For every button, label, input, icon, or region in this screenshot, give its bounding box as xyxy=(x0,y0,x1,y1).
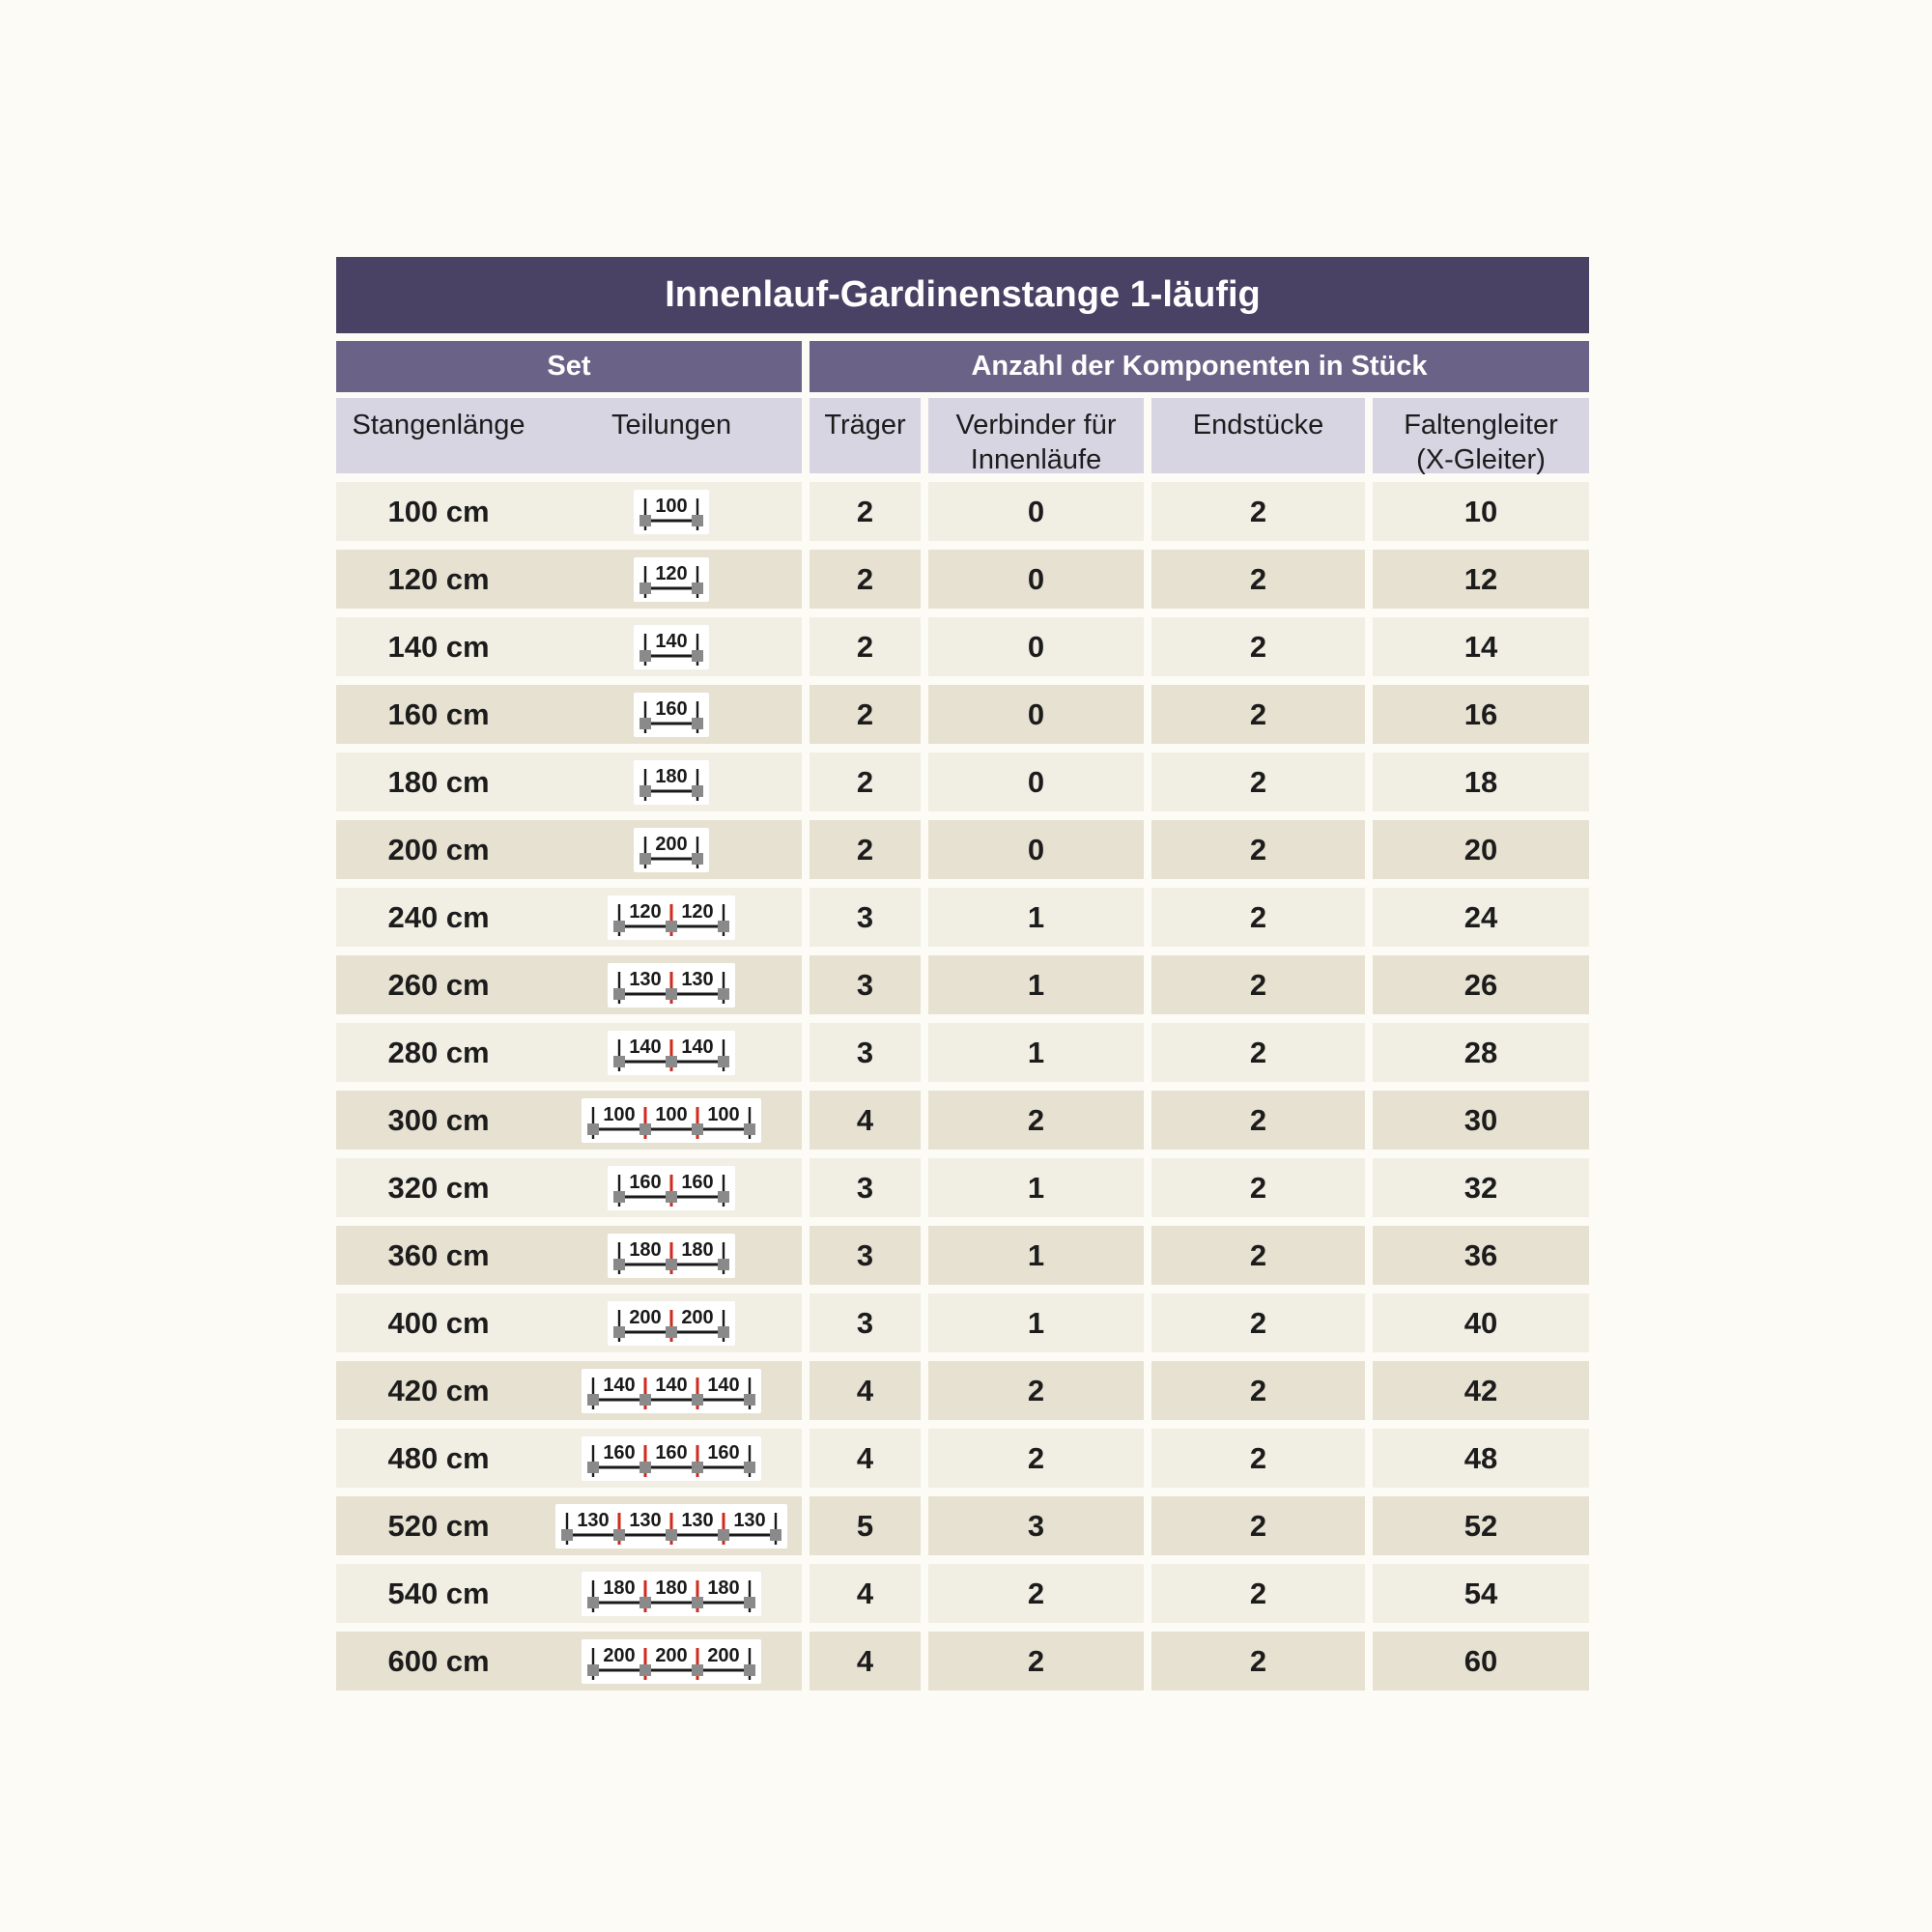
verbinder-count-cell: 2 xyxy=(928,1091,1144,1150)
teilungen-diagram-area xyxy=(541,828,802,872)
rod-segments-diagram xyxy=(582,1369,761,1413)
row-set-cell xyxy=(336,1361,802,1420)
svg-text:130: 130 xyxy=(577,1509,610,1531)
faltengleiter-count-cell: 60 xyxy=(1373,1632,1589,1690)
teilungen-diagram-area xyxy=(541,760,802,805)
endstuecke-count-cell: 2 xyxy=(1151,1091,1365,1150)
traeger-count-cell: 3 xyxy=(810,1226,921,1285)
row-set-cell xyxy=(336,685,802,744)
svg-text:180: 180 xyxy=(655,1577,688,1599)
svg-text:180: 180 xyxy=(603,1577,636,1599)
rod-segments-diagram xyxy=(555,1504,787,1548)
rod-segments-diagram xyxy=(582,1572,761,1616)
row-set-cell xyxy=(336,1429,802,1488)
column-header-endstuecke: Endstücke xyxy=(1151,398,1365,473)
rod-segments-diagram xyxy=(634,490,709,534)
traeger-count-cell: 2 xyxy=(810,617,921,676)
traeger-count-cell: 2 xyxy=(810,550,921,609)
rod-length-label: 540 cm xyxy=(387,1576,490,1610)
rod-segments-diagram xyxy=(582,1639,761,1684)
rod-segments-diagram xyxy=(608,1031,735,1075)
verbinder-count-cell: 1 xyxy=(928,1158,1144,1217)
verbinder-count-cell: 2 xyxy=(928,1564,1144,1623)
faltengleiter-count-cell: 40 xyxy=(1373,1293,1589,1352)
rod-length-label: 360 cm xyxy=(387,1237,490,1272)
column-header-faltengleiter-line2: (X-Gleiter) xyxy=(1416,444,1546,475)
rod-length-label: 600 cm xyxy=(387,1643,490,1678)
teilungen-diagram-area xyxy=(541,693,802,737)
rod-length-label: 320 cm xyxy=(387,1170,490,1205)
traeger-count-cell: 3 xyxy=(810,1023,921,1082)
rod-length-label: 140 cm xyxy=(387,629,490,664)
faltengleiter-count-cell: 54 xyxy=(1373,1564,1589,1623)
row-set-cell xyxy=(336,955,802,1014)
svg-text:130: 130 xyxy=(681,1509,714,1531)
row-set-cell xyxy=(336,550,802,609)
verbinder-count-cell: 0 xyxy=(928,820,1144,879)
traeger-count-cell: 2 xyxy=(810,685,921,744)
svg-text:200: 200 xyxy=(681,1306,714,1328)
column-header-stangenlaenge: Stangenlänge xyxy=(352,410,526,440)
traeger-count-cell: 5 xyxy=(810,1496,921,1555)
teilungen-diagram-area xyxy=(541,1234,802,1278)
rod-segments-diagram xyxy=(582,1098,761,1143)
row-set-cell xyxy=(336,1564,802,1623)
svg-text:160: 160 xyxy=(629,1171,662,1193)
svg-text:160: 160 xyxy=(603,1441,636,1463)
rod-length-label: 200 cm xyxy=(387,832,490,867)
row-set-cell xyxy=(336,753,802,811)
teilungen-diagram-area xyxy=(541,625,802,669)
rod-length-label: 260 cm xyxy=(387,967,490,1002)
svg-text:130: 130 xyxy=(629,968,662,990)
faltengleiter-count-cell: 30 xyxy=(1373,1091,1589,1150)
svg-text:130: 130 xyxy=(733,1509,766,1531)
rod-segments-diagram xyxy=(634,828,709,872)
faltengleiter-count-cell: 32 xyxy=(1373,1158,1589,1217)
rod-length-label: 180 cm xyxy=(387,764,490,799)
row-set-cell xyxy=(336,888,802,947)
svg-text:140: 140 xyxy=(655,630,688,652)
verbinder-count-cell: 1 xyxy=(928,955,1144,1014)
svg-text:100: 100 xyxy=(655,1103,688,1125)
svg-text:180: 180 xyxy=(629,1238,662,1261)
column-header-set xyxy=(336,398,802,473)
rod-segments-diagram xyxy=(634,557,709,602)
group-header-set: Set xyxy=(336,341,802,392)
verbinder-count-cell: 0 xyxy=(928,617,1144,676)
svg-text:160: 160 xyxy=(681,1171,714,1193)
endstuecke-count-cell: 2 xyxy=(1151,1023,1365,1082)
rod-length-label: 520 cm xyxy=(387,1508,490,1543)
rod-length-label: 240 cm xyxy=(387,899,490,934)
teilungen-diagram-area xyxy=(541,1166,802,1210)
table-title-bar xyxy=(336,257,1589,333)
endstuecke-count-cell: 2 xyxy=(1151,685,1365,744)
row-set-cell xyxy=(336,1496,802,1555)
traeger-count-cell: 4 xyxy=(810,1632,921,1690)
row-set-cell xyxy=(336,1632,802,1690)
svg-text:140: 140 xyxy=(681,1036,714,1058)
rod-segments-diagram xyxy=(634,760,709,805)
rod-length-label: 480 cm xyxy=(387,1440,490,1475)
faltengleiter-count-cell: 52 xyxy=(1373,1496,1589,1555)
teilungen-diagram-area xyxy=(541,1098,802,1143)
svg-text:180: 180 xyxy=(707,1577,740,1599)
svg-text:200: 200 xyxy=(655,1644,688,1666)
teilungen-diagram-area xyxy=(541,557,802,602)
svg-text:160: 160 xyxy=(707,1441,740,1463)
rod-segments-diagram xyxy=(582,1436,761,1481)
traeger-count-cell: 2 xyxy=(810,482,921,541)
rod-segments-diagram xyxy=(608,1301,735,1346)
svg-text:140: 140 xyxy=(655,1374,688,1396)
row-set-cell xyxy=(336,820,802,879)
rod-segments-diagram xyxy=(608,895,735,940)
faltengleiter-count-cell: 12 xyxy=(1373,550,1589,609)
traeger-count-cell: 4 xyxy=(810,1429,921,1488)
rod-length-label: 400 cm xyxy=(387,1305,490,1340)
teilungen-diagram-area xyxy=(541,1504,802,1548)
faltengleiter-count-cell: 36 xyxy=(1373,1226,1589,1285)
svg-text:140: 140 xyxy=(603,1374,636,1396)
traeger-count-cell: 4 xyxy=(810,1564,921,1623)
svg-text:180: 180 xyxy=(681,1238,714,1261)
verbinder-count-cell: 1 xyxy=(928,888,1144,947)
faltengleiter-count-cell: 42 xyxy=(1373,1361,1589,1420)
faltengleiter-count-cell: 28 xyxy=(1373,1023,1589,1082)
row-set-cell xyxy=(336,1023,802,1082)
traeger-count-cell: 4 xyxy=(810,1361,921,1420)
traeger-count-cell: 3 xyxy=(810,1293,921,1352)
faltengleiter-count-cell: 20 xyxy=(1373,820,1589,879)
endstuecke-count-cell: 2 xyxy=(1151,888,1365,947)
teilungen-diagram-area xyxy=(541,490,802,534)
rod-segments-diagram xyxy=(634,625,709,669)
teilungen-diagram-area xyxy=(541,963,802,1008)
verbinder-count-cell: 0 xyxy=(928,685,1144,744)
traeger-count-cell: 2 xyxy=(810,753,921,811)
table-title: Innenlauf-Gardinenstange 1-läufig xyxy=(665,274,1261,315)
rod-segments-diagram xyxy=(608,1166,735,1210)
faltengleiter-count-cell: 14 xyxy=(1373,617,1589,676)
column-header-verbinder-line1: Verbinder für xyxy=(955,410,1117,440)
rod-length-label: 300 cm xyxy=(387,1102,490,1137)
endstuecke-count-cell: 2 xyxy=(1151,1429,1365,1488)
traeger-count-cell: 4 xyxy=(810,1091,921,1150)
verbinder-count-cell: 1 xyxy=(928,1023,1144,1082)
teilungen-diagram-area xyxy=(541,1031,802,1075)
verbinder-count-cell: 2 xyxy=(928,1361,1144,1420)
rod-length-label: 100 cm xyxy=(387,494,490,528)
faltengleiter-count-cell: 26 xyxy=(1373,955,1589,1014)
column-header-traeger: Träger xyxy=(810,398,921,473)
svg-text:130: 130 xyxy=(681,968,714,990)
verbinder-count-cell: 2 xyxy=(928,1429,1144,1488)
column-header-faltengleiter-line1: Faltengleiter xyxy=(1404,410,1558,440)
column-header-verbinder xyxy=(928,398,1144,473)
endstuecke-count-cell: 2 xyxy=(1151,1293,1365,1352)
svg-text:120: 120 xyxy=(681,900,714,923)
svg-text:140: 140 xyxy=(629,1036,662,1058)
svg-text:100: 100 xyxy=(707,1103,740,1125)
svg-text:140: 140 xyxy=(707,1374,740,1396)
product-table xyxy=(336,257,1589,1690)
teilungen-diagram-area xyxy=(541,1369,802,1413)
column-header-teilungen: Teilungen xyxy=(611,410,732,440)
endstuecke-count-cell: 2 xyxy=(1151,955,1365,1014)
endstuecke-count-cell: 2 xyxy=(1151,617,1365,676)
group-header-components: Anzahl der Komponenten in Stück xyxy=(810,341,1589,392)
rod-segments-diagram xyxy=(608,963,735,1008)
faltengleiter-count-cell: 10 xyxy=(1373,482,1589,541)
verbinder-count-cell: 0 xyxy=(928,482,1144,541)
svg-text:200: 200 xyxy=(655,833,688,855)
faltengleiter-count-cell: 16 xyxy=(1373,685,1589,744)
verbinder-count-cell: 0 xyxy=(928,753,1144,811)
svg-text:120: 120 xyxy=(655,562,688,584)
rod-length-label: 420 cm xyxy=(387,1373,490,1407)
svg-text:120: 120 xyxy=(629,900,662,923)
group-header-row xyxy=(336,341,1589,392)
faltengleiter-count-cell: 24 xyxy=(1373,888,1589,947)
faltengleiter-count-cell: 18 xyxy=(1373,753,1589,811)
rod-length-label: 280 cm xyxy=(387,1035,490,1069)
teilungen-diagram-area xyxy=(541,1572,802,1616)
endstuecke-count-cell: 2 xyxy=(1151,1158,1365,1217)
verbinder-count-cell: 1 xyxy=(928,1293,1144,1352)
endstuecke-count-cell: 2 xyxy=(1151,1496,1365,1555)
endstuecke-count-cell: 2 xyxy=(1151,1632,1365,1690)
row-set-cell xyxy=(336,1226,802,1285)
svg-text:200: 200 xyxy=(603,1644,636,1666)
row-set-cell xyxy=(336,482,802,541)
traeger-count-cell: 3 xyxy=(810,955,921,1014)
endstuecke-count-cell: 2 xyxy=(1151,1361,1365,1420)
verbinder-count-cell: 0 xyxy=(928,550,1144,609)
teilungen-diagram-area xyxy=(541,895,802,940)
svg-text:160: 160 xyxy=(655,1441,688,1463)
column-header-verbinder-line2: Innenläufe xyxy=(970,444,1102,475)
table-grid xyxy=(336,398,1589,1690)
svg-text:200: 200 xyxy=(707,1644,740,1666)
row-set-cell xyxy=(336,1091,802,1150)
faltengleiter-count-cell: 48 xyxy=(1373,1429,1589,1488)
svg-text:130: 130 xyxy=(629,1509,662,1531)
svg-text:160: 160 xyxy=(655,697,688,720)
endstuecke-count-cell: 2 xyxy=(1151,482,1365,541)
endstuecke-count-cell: 2 xyxy=(1151,1226,1365,1285)
teilungen-diagram-area xyxy=(541,1436,802,1481)
traeger-count-cell: 3 xyxy=(810,888,921,947)
row-set-cell xyxy=(336,617,802,676)
teilungen-diagram-area xyxy=(541,1639,802,1684)
endstuecke-count-cell: 2 xyxy=(1151,550,1365,609)
endstuecke-count-cell: 2 xyxy=(1151,753,1365,811)
verbinder-count-cell: 2 xyxy=(928,1632,1144,1690)
rod-segments-diagram xyxy=(608,1234,735,1278)
endstuecke-count-cell: 2 xyxy=(1151,1564,1365,1623)
row-set-cell xyxy=(336,1293,802,1352)
rod-segments-diagram xyxy=(634,693,709,737)
svg-text:200: 200 xyxy=(629,1306,662,1328)
column-header-faltengleiter xyxy=(1373,398,1589,473)
rod-length-label: 120 cm xyxy=(387,561,490,596)
endstuecke-count-cell: 2 xyxy=(1151,820,1365,879)
verbinder-count-cell: 3 xyxy=(928,1496,1144,1555)
svg-text:100: 100 xyxy=(655,495,688,517)
verbinder-count-cell: 1 xyxy=(928,1226,1144,1285)
rod-length-label: 160 cm xyxy=(387,696,490,731)
svg-text:100: 100 xyxy=(603,1103,636,1125)
teilungen-diagram-area xyxy=(541,1301,802,1346)
traeger-count-cell: 2 xyxy=(810,820,921,879)
traeger-count-cell: 3 xyxy=(810,1158,921,1217)
svg-text:180: 180 xyxy=(655,765,688,787)
row-set-cell xyxy=(336,1158,802,1217)
